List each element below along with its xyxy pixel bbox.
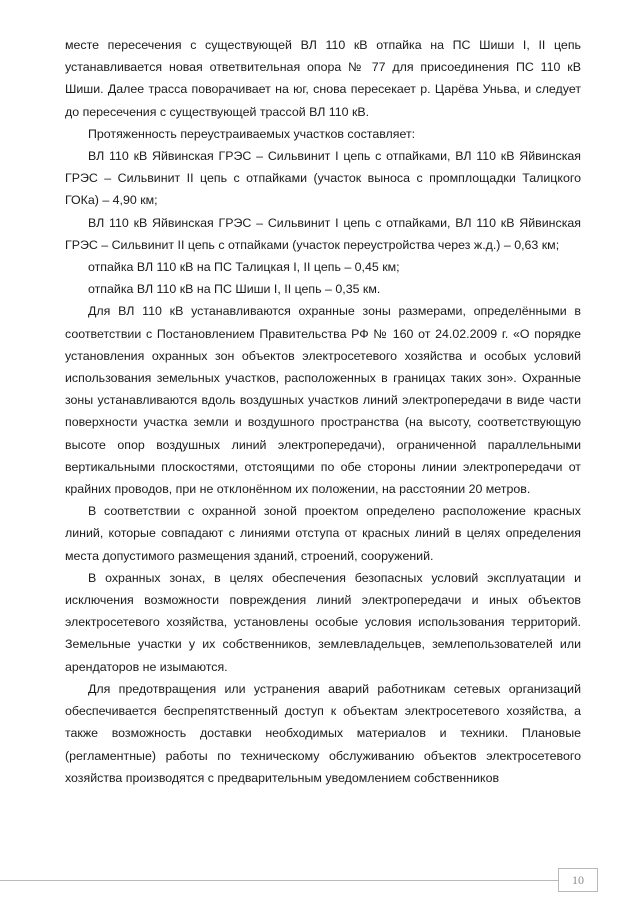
- paragraph-1: месте пересечения с существующей ВЛ 110 кВ отпайка на ПС Шиши I, II цепь устанавливается новая ответвительная опора № 77 для присоединения ПС 110 кВ Шиши. Далее трасса поворачивает на юг, снова пересекает р. Царёва Уньва, и следует до пересечения с существующей трассой ВЛ 110 кВ.: [65, 38, 581, 119]
- paragraph-3: ВЛ 110 кВ Яйвинская ГРЭС – Сильвинит I цепь с отпайками, ВЛ 110 кВ Яйвинская ГРЭС – Сильвинит II цепь с отпайками (участок выноса с промплощадки Талицкого ГОКа) – 4,90 км;: [65, 149, 581, 208]
- footer-divider: [0, 880, 558, 881]
- page-number-box: [558, 868, 598, 892]
- paragraph-2: Протяженность переустраиваемых участков составляет:: [88, 126, 416, 141]
- body-text: [65, 34, 581, 789]
- paragraph-7: Для ВЛ 110 кВ устанавливаются охранные зоны размерами, определёнными в соответствии с Постановлением Правительства РФ № 160 от 24.02.2009 г. «О порядке установления охранных зон объектов электросетевого хозяйства и особых условий использования земельных участков, расположенных в границах таких зон». Охранные зоны устанавливаются вдоль воздушных участков линий электропередачи в виде части поверхности участка земли и воздушного пространства (на высоту, соответствующую высоте опор воздушных линий электропередачи), ограниченной параллельными вертикальными плоскостями, отстоящими по обе стороны линии электропередачи от крайних проводов, при не отклонённом их положении, на расстоянии 20 метров.: [65, 304, 581, 497]
- page-number: 10: [572, 873, 584, 887]
- paragraph-9: В охранных зонах, в целях обеспечения безопасных условий эксплуатации и исключения возможности повреждения линий электропередачи и иных объектов электросетевого хозяйства, установлены особые условия использования территорий. Земельные участки у их собственников, землевладельцев, землепользователей или арендаторов не изымаются.: [65, 570, 581, 674]
- paragraph-8: В соответствии с охранной зоной проектом определено расположение красных линий, которые совпадают с линиями отступа от красных линий в целях определения места допустимого размещения зданий, строений, сооружений.: [65, 504, 581, 563]
- paragraph-6: отпайка ВЛ 110 кВ на ПС Шиши I, II цепь – 0,35 км.: [88, 282, 381, 297]
- paragraph-10: Для предотвращения или устранения аварий работникам сетевых организаций обеспечивается беспрепятственный доступ к объектам электросетевого хозяйства, а также возможность доставки необходимых материалов и техники. Плановые (регламентные) работы по техническому обслуживанию объектов электросетевого хозяйства производятся с предварительным уведомлением собственников: [65, 681, 581, 785]
- paragraph-4: ВЛ 110 кВ Яйвинская ГРЭС – Сильвинит I цепь с отпайками, ВЛ 110 кВ Яйвинская ГРЭС – Сильвинит II цепь с отпайками (участок переустройства через ж.д.) – 0,63 км;: [65, 215, 581, 252]
- paragraph-5: отпайка ВЛ 110 кВ на ПС Талицкая I, II цепь – 0,45 км;: [88, 260, 400, 275]
